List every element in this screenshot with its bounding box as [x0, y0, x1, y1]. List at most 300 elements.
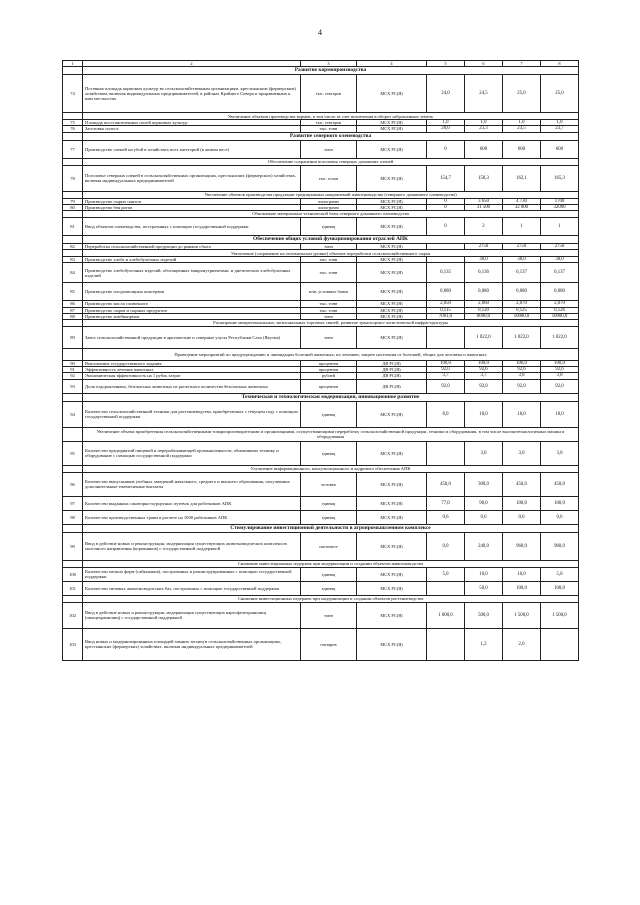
row-number: 97 — [63, 496, 83, 510]
value-cell: 25,0 — [503, 75, 541, 113]
section-heading: Обеспечение общих условий функционирования отраслей АПК — [83, 236, 579, 244]
value-cell: 300,0 — [465, 472, 503, 496]
indicator-name: Доля оздоровленных, безопасных животных из расчетного количества безопасных животных — [83, 379, 301, 393]
section-heading: Техническая и технологическая модернизация, инновационное развитие — [83, 393, 579, 401]
value-cell: 1,0 — [427, 120, 465, 126]
unit-cell: единиц — [301, 496, 357, 510]
table-row — [63, 472, 579, 496]
value-cell: 0,080 — [541, 283, 579, 301]
value-cell: 0 — [427, 218, 465, 236]
subsection-row — [63, 595, 579, 602]
indicator-name: Ввод в действие новых и реконструкция, модернизация существующих животноводческих комплексов молочного направления (коровников) с государственной поддержкой — [83, 532, 301, 560]
row-number — [63, 236, 83, 244]
indicator-name: Завоз сельскохозяйственной продукции в арктические и северные улусы Республики Саха (Якутия) — [83, 327, 301, 349]
table-row — [63, 401, 579, 427]
subsection-heading: Снижение инвестиционных издержек при модернизации и создании объектов растениеводства — [83, 595, 579, 602]
value-cell: 92,0 — [427, 367, 465, 373]
row-number: 94 — [63, 401, 83, 427]
unit-cell: тонн — [301, 313, 357, 319]
table-row — [63, 441, 579, 465]
row-number: 100 — [63, 567, 83, 581]
unit-cell: тыс. тонн — [301, 301, 357, 307]
value-cell: 3,0 — [465, 441, 503, 465]
value-cell: 32 000 — [503, 204, 541, 210]
indicator-name: Количество производственных травм в расчете на 1000 работников АПК — [83, 510, 301, 524]
unit-cell: тонн — [301, 244, 357, 250]
value-cell: 600 — [465, 140, 503, 158]
subsection-row — [63, 250, 579, 257]
source-cell: МСХ РС(Я) — [357, 496, 427, 510]
value-cell: 2750 — [541, 244, 579, 250]
unit-cell: единиц — [301, 441, 357, 465]
indicator-name: Производство хлеба и хлебобулочных изделий — [83, 257, 301, 263]
value-cell: 2 — [465, 218, 503, 236]
source-cell: МСХ РС(Я) — [357, 567, 427, 581]
row-number — [63, 158, 83, 165]
value-cell: 3,8 — [503, 373, 541, 379]
source-cell: МСХ РС(Я) — [357, 532, 427, 560]
unit-cell: тыс. гектаров — [301, 75, 357, 113]
source-cell: МСХ РС(Я) — [357, 283, 427, 301]
row-number: 88 — [63, 313, 83, 319]
value-cell: 31 500 — [465, 204, 503, 210]
value-cell: 2,060 — [465, 301, 503, 307]
value-cell: 158,3 — [465, 165, 503, 191]
unit-cell: единиц — [301, 510, 357, 524]
subsection-row — [63, 560, 579, 567]
value-cell: 24,5 — [465, 75, 503, 113]
source-cell: МСХ РС(Я) — [357, 472, 427, 496]
value-cell — [427, 441, 465, 465]
unit-cell: тонн — [301, 602, 357, 628]
row-number: 82 — [63, 244, 83, 250]
value-cell: 5,0 — [541, 567, 579, 581]
table-row — [63, 532, 579, 560]
unit-cell: человек — [301, 472, 357, 496]
source-cell: МСХ РС(Я) — [357, 204, 427, 210]
value-cell: 450,0 — [503, 472, 541, 496]
source-cell: ДВ РС(Я) — [357, 361, 427, 367]
table-row — [63, 602, 579, 628]
value-cell: 32000 — [541, 204, 579, 210]
value-cell: 0 — [427, 140, 465, 158]
row-number: 84 — [63, 263, 83, 283]
column-header: 7 — [503, 61, 541, 67]
source-cell: ДВ РС(Я) — [357, 373, 427, 379]
value-cell: 0,6 — [541, 510, 579, 524]
unit-cell: процентов — [301, 361, 357, 367]
value-cell: 18,0 — [465, 401, 503, 427]
table-row — [63, 263, 579, 283]
source-cell: МСХ РС(Я) — [357, 313, 427, 319]
section-row — [63, 132, 579, 140]
value-cell: 3,7 — [465, 373, 503, 379]
unit-cell: единиц — [301, 218, 357, 236]
section-heading: Развитие кормопроизводства — [83, 67, 579, 75]
source-cell: МСХ РС(Я) — [357, 602, 427, 628]
indicator-name: Поголовье северных оленей в сельскохозяйственных организациях, крестьянских (фермерских) хозяйствах, включая индивидуальных предпринимателей — [83, 165, 301, 191]
row-number — [63, 250, 83, 257]
row-number — [63, 67, 83, 75]
value-cell: 77,0 — [427, 496, 465, 510]
subsection-heading: Улучшение информационного, консультационного и кадрового обеспечения АПК — [83, 465, 579, 472]
unit-cell: рублей — [301, 373, 357, 379]
table-row — [63, 140, 579, 158]
value-cell: 100,0 — [503, 581, 541, 595]
source-cell: МСХ РС(Я) — [357, 301, 427, 307]
row-number: 76 — [63, 126, 83, 132]
subsection-row — [63, 158, 579, 165]
row-number: 98 — [63, 510, 83, 524]
value-cell: 8,0 — [427, 401, 465, 427]
table-row — [63, 75, 579, 113]
source-cell: МСХ РС(Я) — [357, 510, 427, 524]
column-header: 2 — [83, 61, 301, 67]
column-header: 1 — [63, 61, 83, 67]
source-cell: МСХ РС(Я) — [357, 120, 427, 126]
unit-cell: единиц — [301, 401, 357, 427]
row-number: 101 — [63, 581, 83, 595]
value-cell: 1 000,0 — [427, 602, 465, 628]
source-cell: МСХ РС(Я) — [357, 628, 427, 660]
indicator-name: Производство масла сливочного — [83, 301, 301, 307]
table-row — [63, 510, 579, 524]
indicator-name: Количество мелких ферм (сайылыков), построенных и реконструированных с помощью государственной поддержки — [83, 567, 301, 581]
section-heading: Развитие северного оленеводства — [83, 132, 579, 140]
value-cell: 92,0 — [427, 379, 465, 393]
value-cell: 38,0 — [503, 257, 541, 263]
value-cell: 18,0 — [541, 401, 579, 427]
value-cell — [427, 628, 465, 660]
table-row — [63, 567, 579, 581]
unit-cell: тонн — [301, 140, 357, 158]
value-cell: 0,137 — [541, 263, 579, 283]
value-cell: 38,0 — [465, 257, 503, 263]
subsection-heading: Расширение межрегиональных, межзональных торговых связей, развитие транспортно-логистической инфраструктуры — [83, 320, 579, 327]
value-cell: 100,0 — [541, 496, 579, 510]
value-cell: 10,0 — [503, 567, 541, 581]
source-cell: МСХ РС(Я) — [357, 126, 427, 132]
source-cell: МСХ РС(Я) — [357, 165, 427, 191]
value-cell: 38,0 — [541, 257, 579, 263]
value-cell: 1 — [541, 218, 579, 236]
subsection-row — [63, 465, 579, 472]
value-cell: 0,6 — [465, 510, 503, 524]
source-cell: МСХ РС(Я) — [357, 75, 427, 113]
value-cell: 10000,0 — [503, 313, 541, 319]
indicator-name: Переработка сельскохозяйственной продукции до рынков сбыта — [83, 244, 301, 250]
row-number: 85 — [63, 283, 83, 301]
indicator-name: Ввод в действие новых и реконструкция, модернизация существующих картофелехранилищ (овощехранилищ) с государственной поддержкой — [83, 602, 301, 628]
unit-cell: тыс. голов — [301, 165, 357, 191]
row-number: 77 — [63, 140, 83, 158]
value-cell: 23,5 — [503, 126, 541, 132]
table-row — [63, 283, 579, 301]
row-number: 93 — [63, 379, 83, 393]
row-number: 83 — [63, 257, 83, 263]
value-cell: 92,0 — [503, 379, 541, 393]
indicator-name: Производство бен рогов — [83, 204, 301, 210]
value-cell: 23,3 — [465, 126, 503, 132]
row-number: 74 — [63, 75, 83, 113]
indicator-name: Производство сырых пантов — [83, 198, 301, 204]
value-cell — [427, 581, 465, 595]
value-cell: 154,7 — [427, 165, 465, 191]
indicator-name: Производство оленей на убой в хозяйствах всех категорий (в живом весе) — [83, 140, 301, 158]
value-cell: 1700 — [541, 198, 579, 204]
value-cell: 0 — [427, 204, 465, 210]
subsection-heading: Увеличение объемов производства продукции традиционных направлений животноводства (северного домашнего оленеводства) — [83, 191, 579, 198]
value-cell: 3,8 — [541, 373, 579, 379]
value-cell: 0,136 — [465, 263, 503, 283]
value-cell: 1 022,0 — [465, 327, 503, 349]
value-cell: 1 500,0 — [541, 602, 579, 628]
value-cell: 92,6 — [503, 367, 541, 373]
section-row — [63, 393, 579, 401]
value-cell: 3,7 — [427, 373, 465, 379]
value-cell: 960,0 — [503, 532, 541, 560]
value-cell: 0,125 — [503, 307, 541, 313]
table-row — [63, 628, 579, 660]
source-cell: МСХ РС(Я) — [357, 257, 427, 263]
source-cell: МСХ РС(Я) — [357, 244, 427, 250]
unit-cell: тыс. тонн — [301, 126, 357, 132]
unit-cell: процентов — [301, 379, 357, 393]
value-cell: 0,080 — [503, 283, 541, 301]
subsection-heading: Увеличение (сохранение на оптимальном уровне) объемов переработки сельскохозяйственного сырья — [83, 250, 579, 257]
section-row — [63, 236, 579, 244]
source-cell: МСХ РС(Я) — [357, 327, 427, 349]
value-cell: 0,080 — [465, 283, 503, 301]
unit-cell: тыс. тонн — [301, 263, 357, 283]
column-header: 6 — [465, 61, 503, 67]
subsection-heading: Проведение мероприятий по предупреждению и ликвидации болезней животных, их лечению, защите населения от болезней, общих для человека и животных — [83, 349, 579, 361]
source-cell: МСХ РС(Я) — [357, 198, 427, 204]
row-number: 95 — [63, 441, 83, 465]
row-number: 90 — [63, 361, 83, 367]
row-number: 75 — [63, 120, 83, 126]
source-cell: МСХ РС(Я) — [357, 581, 427, 595]
value-cell: 20,0 — [427, 126, 465, 132]
value-cell: 2,0 — [503, 628, 541, 660]
value-cell: 25,0 — [541, 75, 579, 113]
value-cell: 1 — [503, 218, 541, 236]
indicator-name: Количество сельскохозяйственной техники для растениеводства, приобретаемых с текущем году с помощью государственной поддержки — [83, 401, 301, 427]
value-cell: 100,0 — [503, 361, 541, 367]
indicator-name: Выполнение государственного задания — [83, 361, 301, 367]
subsection-row — [63, 320, 579, 327]
value-cell: 240,0 — [465, 532, 503, 560]
section-heading: Стимулирование инвестиционной деятельности в агропромышленном комплексе — [83, 524, 579, 532]
column-header: 4 — [357, 61, 427, 67]
value-cell: 3 650 — [465, 198, 503, 204]
table-row — [63, 581, 579, 595]
unit-cell: единиц — [301, 567, 357, 581]
indicator-name: Посевная площадь кормовых культур во сельскохозяйственным организациям, крестьянским (фермерским) хозяйствам, включая индивидуальных предпринимателей, в районах Крайнего Севера и приравненных к ним местностях — [83, 75, 301, 113]
value-cell: 165,3 — [541, 165, 579, 191]
unit-cell: килограмм — [301, 204, 357, 210]
row-number: 78 — [63, 165, 83, 191]
row-number: 96 — [63, 472, 83, 496]
indicators-table-body — [63, 61, 579, 661]
value-cell: 2,070 — [541, 301, 579, 307]
value-cell: 0,6 — [427, 510, 465, 524]
indicators-table — [62, 60, 579, 661]
value-cell: 450,0 — [541, 472, 579, 496]
value-cell: 0,126 — [541, 307, 579, 313]
unit-cell: процентов — [301, 367, 357, 373]
value-cell: 0 — [427, 198, 465, 204]
value-cell: 18,0 — [503, 401, 541, 427]
source-cell: МСХ РС(Я) — [357, 401, 427, 427]
indicators-table-container — [62, 60, 578, 661]
unit-cell: гектаров — [301, 628, 357, 660]
indicator-name: Производство хлебобулочных изделий, обогащенных микронутриентами, и диетических хлебобулочных изделий — [83, 263, 301, 283]
indicator-name: Площадь восстановленных полей кормовых культур — [83, 120, 301, 126]
column-header: 5 — [427, 61, 465, 67]
value-cell: 92,0 — [465, 379, 503, 393]
value-cell — [541, 628, 579, 660]
subsection-row — [63, 113, 579, 120]
value-cell: 1,0 — [541, 120, 579, 126]
row-number: 103 — [63, 628, 83, 660]
value-cell: 92,6 — [465, 367, 503, 373]
unit-cell: скотомест — [301, 532, 357, 560]
row-number: 87 — [63, 307, 83, 313]
section-row — [63, 67, 579, 75]
value-cell: 10,0 — [465, 567, 503, 581]
unit-cell: тыс. тонн — [301, 257, 357, 263]
subsection-heading: Снижение инвестиционных издержек при модернизации и создании объектов животноводства — [83, 560, 579, 567]
indicator-name: Производство сыров и сырных продуктов — [83, 307, 301, 313]
row-number: 79 — [63, 198, 83, 204]
subsection-row — [63, 191, 579, 198]
table-row — [63, 327, 579, 349]
unit-cell: тыс. тонн — [301, 307, 357, 313]
value-cell: 1 500,0 — [503, 602, 541, 628]
value-cell: 5,0 — [427, 567, 465, 581]
source-cell: ДВ РС(Я) — [357, 379, 427, 393]
value-cell: 3,0 — [541, 441, 579, 465]
row-number: 89 — [63, 327, 83, 349]
value-cell: 92,0 — [541, 379, 579, 393]
table-row — [63, 218, 579, 236]
source-cell: МСХ РС(Я) — [357, 263, 427, 283]
column-header: 8 — [541, 61, 579, 67]
indicator-name: Количество предприятий пищевой и перерабатывающей промышленности, обновивших технику и оборудование с помощью государственной поддержки — [83, 441, 301, 465]
value-cell: 10000,0 — [541, 313, 579, 319]
value-cell: 7061,0 — [427, 313, 465, 319]
value-cell: 0,135 — [427, 263, 465, 283]
value-cell: 92,6 — [541, 367, 579, 373]
section-row — [63, 524, 579, 532]
row-number: 99 — [63, 532, 83, 560]
indicator-name: Ввод объектов оленеводства, построенных с помощью государственной поддержки — [83, 218, 301, 236]
value-cell: 0,0 — [427, 532, 465, 560]
value-cell: 1,2 — [465, 628, 503, 660]
row-number — [63, 132, 83, 140]
subsection-heading: Обновление материально-технической базы северного домашнего оленеводства — [83, 211, 579, 218]
indicator-name: Экономическая эффективность на 1 рубль затрат — [83, 373, 301, 379]
value-cell: 2,070 — [503, 301, 541, 307]
row-number: 91 — [63, 367, 83, 373]
page-number: 4 — [318, 28, 322, 37]
value-cell: 0,115 — [427, 307, 465, 313]
indicator-name: Заготовка силоса — [83, 126, 301, 132]
value-cell: 0,080 — [427, 283, 465, 301]
unit-cell: млн. условных банок — [301, 283, 357, 301]
value-cell: 2750 — [465, 244, 503, 250]
unit-cell: тыс. гектаров — [301, 120, 357, 126]
subsection-heading: Увеличение объемов производства кормов, в том числе за счет вовлечения в оборот заброшенных земель — [83, 113, 579, 120]
value-cell: 3,0 — [503, 441, 541, 465]
row-number — [63, 113, 83, 120]
value-cell: 2,050 — [427, 301, 465, 307]
row-number — [63, 465, 83, 472]
source-cell: МСХ РС(Я) — [357, 218, 427, 236]
indicator-name: Количество типовых животноводческих баз, построенных с помощью государственной поддержки — [83, 581, 301, 595]
value-cell: 23,7 — [541, 126, 579, 132]
row-number — [63, 524, 83, 532]
value-cell: 600 — [541, 140, 579, 158]
value-cell: 0,120 — [465, 307, 503, 313]
value-cell: 8000,0 — [465, 313, 503, 319]
source-cell: ДВ РС(Я) — [357, 367, 427, 373]
value-cell: 0,6 — [503, 510, 541, 524]
value-cell: 450,0 — [427, 472, 465, 496]
row-number — [63, 211, 83, 218]
value-cell: 24,0 — [427, 75, 465, 113]
column-header: 3 — [301, 61, 357, 67]
indicator-name: Количество выпускников учебных заведений начального, среднего и высшего образования, получивших дополнительные ежемесячные выплаты — [83, 472, 301, 496]
value-cell: 162,1 — [503, 165, 541, 191]
value-cell: 1 022,0 — [503, 327, 541, 349]
indicator-name: Эффективность лечения животных — [83, 367, 301, 373]
indicator-name: Ввод новых и модернизированных площадей зимних теплиц в сельскохозяйственных организациях, крестьянских (фермерских) хозяйствах, включая индивидуальных предпринимателей — [83, 628, 301, 660]
value-cell: 50,0 — [465, 581, 503, 595]
row-number: 86 — [63, 301, 83, 307]
unit-cell: единиц — [301, 581, 357, 595]
indicator-name: Производство плодоовощных консервов — [83, 283, 301, 301]
value-cell — [427, 327, 465, 349]
unit-cell: тонн — [301, 327, 357, 349]
value-cell: 960,0 — [541, 532, 579, 560]
indicator-name: Количество выданных санаторно-курортных путевок для работников АПК — [83, 496, 301, 510]
source-cell: МСХ РС(Я) — [357, 441, 427, 465]
row-number: 80 — [63, 204, 83, 210]
value-cell: 100,0 — [465, 361, 503, 367]
subsection-row — [63, 427, 579, 441]
value-cell: 1,0 — [465, 120, 503, 126]
value-cell: 100,0 — [503, 496, 541, 510]
row-number — [63, 393, 83, 401]
subsection-row — [63, 349, 579, 361]
row-number — [63, 349, 83, 361]
row-number — [63, 320, 83, 327]
value-cell: 1 022,0 — [541, 327, 579, 349]
row-number — [63, 191, 83, 198]
row-number — [63, 595, 83, 602]
value-cell: 4 730 — [503, 198, 541, 204]
value-cell: 90,0 — [465, 496, 503, 510]
table-row — [63, 379, 579, 393]
source-cell: МСХ РС(Я) — [357, 140, 427, 158]
source-cell: МСХ РС(Я) — [357, 307, 427, 313]
value-cell: 100,0 — [541, 361, 579, 367]
value-cell: 600 — [503, 140, 541, 158]
value-cell: 2750 — [503, 244, 541, 250]
value-cell: 0,137 — [503, 263, 541, 283]
